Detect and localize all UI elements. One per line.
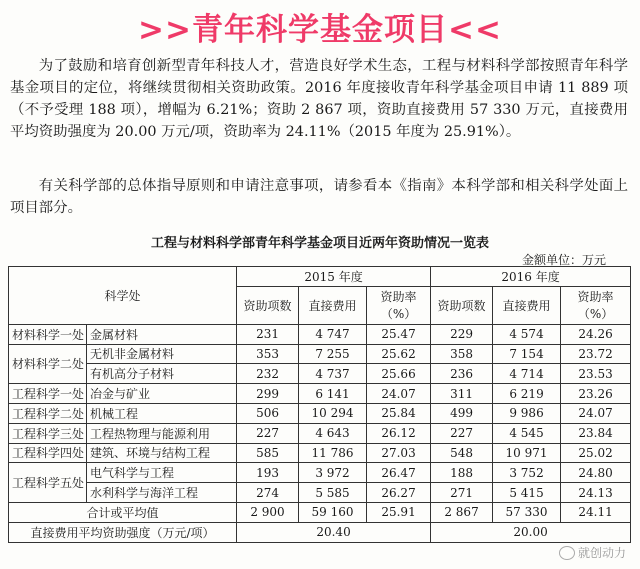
total-rate-2015: 25.91 — [367, 502, 431, 522]
table-row — [9, 463, 631, 483]
rate-2015-cell: 27.03 — [367, 443, 431, 463]
fee-2015-cell: 4 643 — [299, 423, 367, 443]
fee-2016-cell: 4 714 — [493, 364, 561, 384]
subject-cell: 有机高分子材料 — [87, 364, 237, 384]
rate-2015-cell: 25.66 — [367, 364, 431, 384]
count-2016-cell: 271 — [431, 483, 493, 503]
intro-paragraph: 为了鼓励和培育创新型青年科技人才，营造良好学术生态，工程与材料科学部按照青年科学基金项目的定位，将继续贯彻相关资助政策。2016 年度接收青年科学基金项目申请 11 889 项（不予受理 188 项），增幅为 6.21%；资助 2 867 项，资助直接费用 57 330 万元，直接费用平均资助强度为 20.00 万元/项，资助率为 24.11%（2015 年度为 25.91%）。 — [10, 58, 628, 140]
fee-2016-cell: 10 971 — [493, 443, 561, 463]
fee-2016-cell: 5 415 — [493, 483, 561, 503]
dept-cell: 材料科学二处 — [9, 344, 87, 384]
header-count-2016: 资助项数 — [431, 286, 493, 324]
dept-cell: 材料科学一处 — [9, 324, 87, 344]
table-row — [9, 423, 631, 443]
rate-2015-cell: 25.47 — [367, 324, 431, 344]
section-heading: >>青年科学基金项目<< — [138, 12, 502, 48]
fee-2016-cell: 3 752 — [493, 463, 561, 483]
dept-cell: 工程科学二处 — [9, 403, 87, 423]
table-row — [9, 364, 631, 384]
fee-2015-cell: 11 786 — [299, 443, 367, 463]
unit-label: 金额单位：万元 — [521, 253, 606, 267]
table-body — [9, 324, 631, 502]
subject-cell: 电气科学与工程 — [87, 463, 237, 483]
funding-table — [8, 266, 631, 543]
table-row — [9, 403, 631, 423]
total-label: 合计或平均值 — [9, 502, 237, 522]
count-2015-cell: 231 — [237, 324, 299, 344]
rate-2016-cell: 24.13 — [561, 483, 631, 503]
header-rate-2015: 资助率（%） — [367, 286, 431, 324]
header-2015: 2015 年度 — [237, 267, 431, 287]
count-2015-cell: 274 — [237, 483, 299, 503]
fee-2016-cell: 4 574 — [493, 324, 561, 344]
table-row — [9, 443, 631, 463]
rate-2016-cell: 23.26 — [561, 384, 631, 404]
fee-2016-cell: 6 219 — [493, 384, 561, 404]
subject-cell: 金属材料 — [87, 324, 237, 344]
count-2015-cell: 585 — [237, 443, 299, 463]
subject-cell: 水利科学与海洋工程 — [87, 483, 237, 503]
subject-cell: 工程热物理与能源利用 — [87, 423, 237, 443]
table-row — [9, 483, 631, 503]
rate-2015-cell: 25.84 — [367, 403, 431, 423]
avg-label: 直接费用平均资助强度（万元/项） — [9, 522, 237, 542]
rate-2015-cell: 26.27 — [367, 483, 431, 503]
table-row — [9, 324, 631, 344]
count-2015-cell: 353 — [237, 344, 299, 364]
subject-cell: 建筑、环境与结构工程 — [87, 443, 237, 463]
fee-2015-cell: 6 141 — [299, 384, 367, 404]
table-row — [9, 384, 631, 404]
watermark-text: 就创动力 — [577, 546, 626, 560]
count-2016-cell: 499 — [431, 403, 493, 423]
rate-2016-cell: 24.07 — [561, 403, 631, 423]
count-2016-cell: 229 — [431, 324, 493, 344]
fee-2015-cell: 5 585 — [299, 483, 367, 503]
header-2016: 2016 年度 — [431, 267, 631, 287]
dept-cell: 工程科学一处 — [9, 384, 87, 404]
count-2015-cell: 506 — [237, 403, 299, 423]
header-fee-2016: 直接费用 — [493, 286, 561, 324]
rate-2015-cell: 26.12 — [367, 423, 431, 443]
count-2016-cell: 188 — [431, 463, 493, 483]
header-dept: 科学处 — [9, 267, 237, 325]
total-count-2015: 2 900 — [237, 502, 299, 522]
rate-2016-cell: 25.02 — [561, 443, 631, 463]
rate-2016-cell: 23.84 — [561, 423, 631, 443]
rate-2015-cell: 24.07 — [367, 384, 431, 404]
avg-2016: 20.00 — [431, 522, 631, 542]
count-2016-cell: 236 — [431, 364, 493, 384]
watermark — [559, 544, 626, 561]
avg-2015: 20.40 — [237, 522, 431, 542]
fee-2015-cell: 7 255 — [299, 344, 367, 364]
count-2016-cell: 227 — [431, 423, 493, 443]
count-2015-cell: 232 — [237, 364, 299, 384]
rate-2015-cell: 25.62 — [367, 344, 431, 364]
total-fee-2016: 57 330 — [493, 502, 561, 522]
fee-2015-cell: 4 737 — [299, 364, 367, 384]
rate-2015-cell: 26.47 — [367, 463, 431, 483]
count-2015-cell: 299 — [237, 384, 299, 404]
total-rate-2016: 24.11 — [561, 502, 631, 522]
rate-2016-cell: 23.72 — [561, 344, 631, 364]
fee-2016-cell: 4 545 — [493, 423, 561, 443]
subject-cell: 冶金与矿业 — [87, 384, 237, 404]
rate-2016-cell: 24.80 — [561, 463, 631, 483]
subject-cell: 机械工程 — [87, 403, 237, 423]
wechat-icon — [559, 546, 575, 560]
fee-2015-cell: 4 747 — [299, 324, 367, 344]
count-2015-cell: 227 — [237, 423, 299, 443]
count-2016-cell: 358 — [431, 344, 493, 364]
rate-2016-cell: 24.26 — [561, 324, 631, 344]
fee-2015-cell: 3 972 — [299, 463, 367, 483]
header-fee-2015: 直接费用 — [299, 286, 367, 324]
header-rate-2016: 资助率（%） — [561, 286, 631, 324]
total-count-2016: 2 867 — [431, 502, 493, 522]
count-2016-cell: 311 — [431, 384, 493, 404]
dept-cell: 工程科学四处 — [9, 443, 87, 463]
subject-cell: 无机非金属材料 — [87, 344, 237, 364]
count-2015-cell: 193 — [237, 463, 299, 483]
rate-2016-cell: 23.53 — [561, 364, 631, 384]
total-fee-2015: 59 160 — [299, 502, 367, 522]
fee-2016-cell: 9 986 — [493, 403, 561, 423]
count-2016-cell: 548 — [431, 443, 493, 463]
fee-2016-cell: 7 154 — [493, 344, 561, 364]
table-title: 工程与材料科学部青年科学基金项目近两年资助情况一览表 — [150, 236, 489, 251]
dept-cell: 工程科学五处 — [9, 463, 87, 503]
dept-cell: 工程科学三处 — [9, 423, 87, 443]
fee-2015-cell: 10 294 — [299, 403, 367, 423]
guide-paragraph: 有关科学部的总体指导原则和申请注意事项，请参看本《指南》本科学部和相关科学处面上项目部分。 — [10, 178, 628, 216]
header-count-2015: 资助项数 — [237, 286, 299, 324]
table-row — [9, 344, 631, 364]
